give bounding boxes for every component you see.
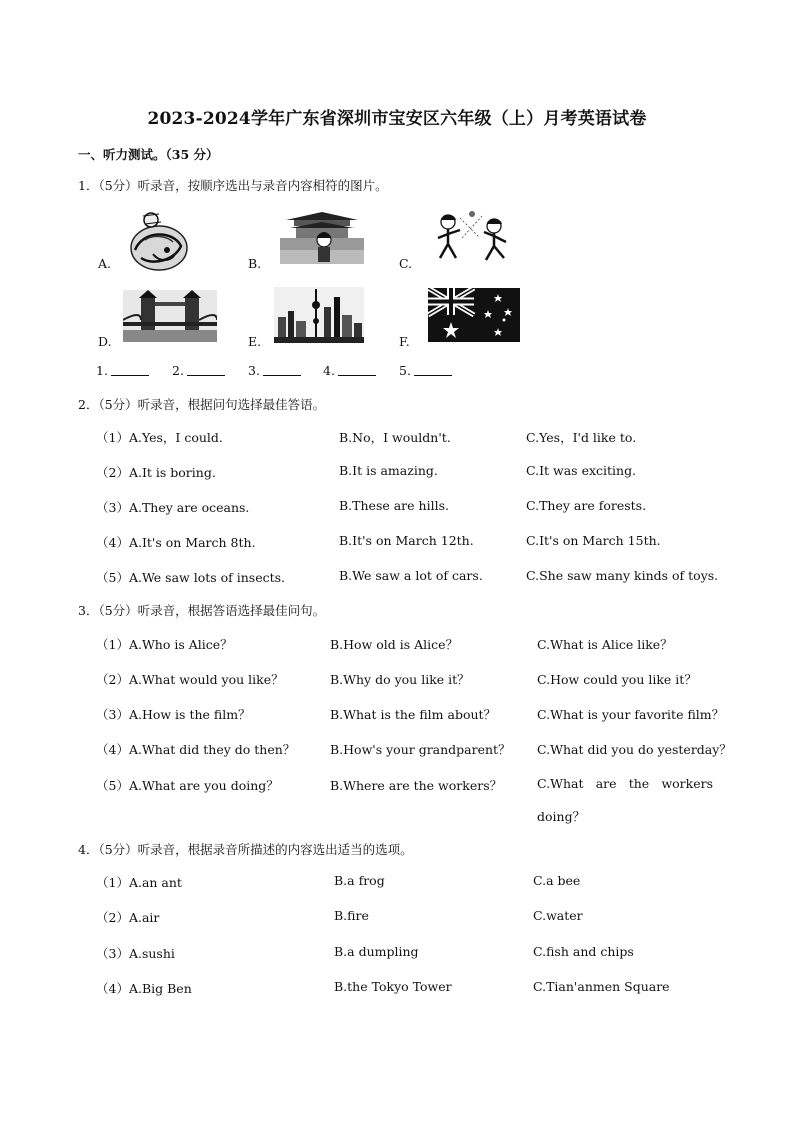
q3-row4-option-a: （4）A.What did they do then？ bbox=[96, 742, 296, 757]
q1-label-d: D. bbox=[98, 334, 112, 349]
q3-row4-option-c: C.What did you do yesterday？ bbox=[537, 742, 732, 757]
q3-stem: 3．（5分）听录音，根据答语选择最佳问句。 bbox=[78, 603, 326, 618]
section-heading-listening: 一、听力测试。（35 分） bbox=[78, 147, 219, 162]
q4-row4-option-a: （4）A.Big Ben bbox=[96, 981, 192, 996]
city-skyline-icon bbox=[274, 287, 364, 343]
q1-blank-5[interactable] bbox=[399, 363, 452, 378]
q2-row1-option-a: （1）A.Yes，I could. bbox=[96, 430, 223, 445]
q2-row2-option-c: C.It was exciting. bbox=[526, 463, 637, 478]
blank-number: 2. bbox=[172, 363, 184, 378]
q1-stem: 1．（5分）听录音，按顺序选出与录音内容相符的图片。 bbox=[78, 178, 388, 193]
q3-row5-option-c-continued: doing？ bbox=[537, 809, 586, 824]
blank-number: 4. bbox=[323, 363, 335, 378]
q4-row1-option-c: C.a bee bbox=[533, 873, 581, 888]
q4-row1-option-b: B.a frog bbox=[334, 873, 385, 888]
q2-row5-option-c: C.She saw many kinds of toys. bbox=[526, 568, 719, 583]
q1-blank-4[interactable] bbox=[323, 363, 376, 378]
blank-number: 1. bbox=[96, 363, 108, 378]
q3-row2-option-b: B.Why do you like it？ bbox=[330, 672, 470, 687]
q1-label-b: B. bbox=[248, 256, 262, 271]
tower-bridge-icon bbox=[123, 290, 217, 342]
tiananmen-icon bbox=[280, 210, 364, 264]
dragon-icon bbox=[123, 210, 195, 272]
q4-row2-option-c: C.water bbox=[533, 908, 583, 923]
blank-number: 3. bbox=[248, 363, 260, 378]
blank-number: 5. bbox=[399, 363, 411, 378]
word: workers bbox=[661, 776, 713, 791]
q4-stem: 4．（5分）听录音，根据录音所描述的内容选出适当的选项。 bbox=[78, 842, 413, 857]
q1-label-e: E. bbox=[248, 334, 262, 349]
q3-row2-option-a: （2）A.What would you like？ bbox=[96, 672, 284, 687]
q2-row3-option-b: B.These are hills. bbox=[339, 498, 449, 513]
q2-row5-option-b: B.We saw a lot of cars. bbox=[339, 568, 483, 583]
q4-row4-option-b: B.the Tokyo Tower bbox=[334, 979, 452, 994]
q1-blank-3[interactable] bbox=[248, 363, 301, 378]
q2-row1-option-b: B.No，I wouldn't. bbox=[339, 430, 451, 445]
q2-row5-option-a: （5）A.We saw lots of insects. bbox=[96, 570, 286, 585]
q4-row1-option-a: （1）A.an ant bbox=[96, 875, 182, 890]
q1-label-a: A. bbox=[98, 256, 112, 271]
kids-playing-icon bbox=[432, 208, 516, 264]
q2-row4-option-a: （4）A.It's on March 8th. bbox=[96, 535, 256, 550]
q3-row1-option-b: B.How old is Alice？ bbox=[330, 637, 459, 652]
q2-row1-option-c: C.Yes，I'd like to. bbox=[526, 430, 637, 445]
q1-label-c: C. bbox=[399, 256, 413, 271]
q4-row2-option-a: （2）A.air bbox=[96, 910, 160, 925]
q4-row2-option-b: B.fire bbox=[334, 908, 369, 923]
q3-row3-option-b: B.What is the film about？ bbox=[330, 707, 497, 722]
q1-blank-1[interactable] bbox=[96, 363, 149, 378]
word: C.What bbox=[537, 776, 584, 791]
q3-row1-option-a: （1）A.Who is Alice？ bbox=[96, 637, 233, 652]
q3-row5-option-a: （5）A.What are you doing？ bbox=[96, 778, 279, 793]
q4-row3-option-b: B.a dumpling bbox=[334, 944, 419, 959]
word: the bbox=[628, 776, 650, 791]
q3-row3-option-a: （3）A.How is the film？ bbox=[96, 707, 251, 722]
q2-row2-option-b: B.It is amazing. bbox=[339, 463, 438, 478]
q3-row1-option-c: C.What is Alice like？ bbox=[537, 637, 673, 652]
q4-row4-option-c: C.Tian'anmen Square bbox=[533, 979, 670, 994]
page-title: 2023-2024学年广东省深圳市宝安区六年级（上）月考英语试卷 bbox=[147, 109, 647, 129]
word: are bbox=[595, 776, 617, 791]
q3-row5-option-c bbox=[537, 776, 713, 791]
q3-row2-option-c: C.How could you like it？ bbox=[537, 672, 697, 687]
q2-row4-option-b: B.It's on March 12th. bbox=[339, 533, 474, 548]
q3-row3-option-c: C.What is your favorite film？ bbox=[537, 707, 725, 722]
q2-row2-option-a: （2）A.It is boring. bbox=[96, 465, 216, 480]
australia-flag-icon bbox=[428, 288, 520, 342]
q1-label-f: F. bbox=[399, 334, 410, 349]
q2-row3-option-a: （3）A.They are oceans. bbox=[96, 500, 250, 515]
q2-row4-option-c: C.It's on March 15th. bbox=[526, 533, 661, 548]
q4-row3-option-a: （3）A.sushi bbox=[96, 946, 175, 961]
q2-stem: 2．（5分）听录音，根据问句选择最佳答语。 bbox=[78, 397, 326, 412]
q4-row3-option-c: C.fish and chips bbox=[533, 944, 634, 959]
q1-blank-2[interactable] bbox=[172, 363, 225, 378]
q3-row5-option-b: B.Where are the workers？ bbox=[330, 778, 503, 793]
q3-row4-option-b: B.How's your grandparent？ bbox=[330, 742, 511, 757]
q2-row3-option-c: C.They are forests. bbox=[526, 498, 647, 513]
